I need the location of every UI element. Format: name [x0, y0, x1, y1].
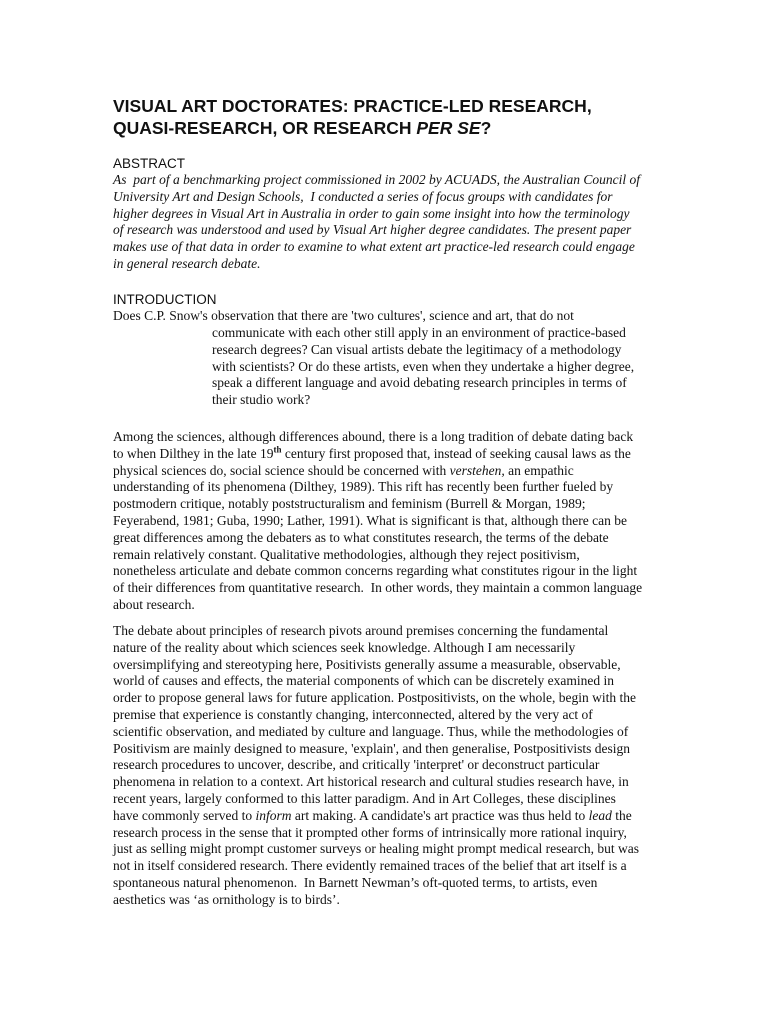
document-title: [113, 95, 673, 139]
abstract-text: As part of a benchmarking project commissioned in 2002 by ACUADS, the Australian Council of University Art and Design Schools, I conducted a series of focus groups with candidates for higher degrees in Visual Art in Australia in order to gain some insight into how the terminology of research was understood and used by Visual Art higher degree candidates. The present paper makes use of that data in order to examine to what extent art practice-led research could engage in general research debate.: [113, 172, 640, 271]
paragraph-2-line-3-suffix: an empathic: [504, 462, 574, 478]
paragraph-2-line-2-prefix: to when Dilthey in the late 19: [113, 445, 274, 461]
paragraph-dilthey: [113, 429, 642, 614]
paragraph-2-line-1: Among the sciences, although differences abound, there is a long tradition of debate dating back: [113, 429, 634, 444]
superscript-th: th: [273, 444, 282, 455]
title-line-2-suffix: ?: [480, 118, 492, 138]
title-italic-per-se: PER SE: [416, 118, 481, 138]
title-line-1: VISUAL ART DOCTORATES: PRACTICE-LED RESEARCH,: [113, 96, 592, 116]
paragraph-3-part-1: The debate about principles of research pivots around premises concerning the fundamental nature of the reality about which sciences seek knowledge. Although I am necessarily oversimplifying and stereotyping here, Positivists generally assume a measurable, observable, world of causes and effects, the material components of which can be discretely examined in order to propose general laws for future application. Postpositivists, on the whole, begin with the premise that experience is constantly changing, interconnected, altered by the very act of scientific observation, and mediated by culture and language. Thus, while the methodologies of Positivism are mainly designed to measure, 'explain', and then generalise, Postpositivists design research procedures to uncover, describe, and critically 'interpret' or deconstruct particular phenomena in relation to a context. Art historical research and cultural studies research have, in recent years, largely conformed to this latter paradigm. And in Art Colleges, these disciplines have commonly served to: [113, 623, 637, 823]
title-line-2-prefix: QUASI-RESEARCH, OR RESEARCH: [113, 118, 417, 138]
introduction-heading: INTRODUCTION: [113, 292, 217, 307]
paragraph-2-line-3-prefix: physical sciences do, social science should be concerned with: [113, 462, 450, 478]
italic-verstehen: verstehen,: [449, 462, 505, 478]
paragraph-2-rest: understanding of its phenomena (Dilthey, 1989). This rift has recently been further fueled by postmodern critique, notably poststructuralism and feminism (Burrell & Morgan, 1989; Feyerabend, 1981; Guba, 1990; Lather, 1991). What is significant is that, although there can be great differences among the debaters as to what constitutes research, the terms of the debate remain relatively constant. Qualitative methodologies, although they reject positivism, nonetheless articulate and debate common concerns regarding what constitutes rigour in the light of their differences from quantitative research. In other words, they maintain a common language about research.: [113, 479, 643, 612]
introduction-indented-text: communicate with each other still apply in an environment of practice-based research degrees? Can visual artists debate the legitimacy of a methodology with scientists? Or do these artists, even when they undertake a higher degree, speak a different language and avoid debating research principles in terms of their studio work?: [212, 325, 635, 408]
paragraph-research-principles: [113, 623, 639, 909]
introduction-first-line: Does C.P. Snow's observation that there are 'two cultures', science and art, that do not: [113, 308, 574, 323]
italic-lead: lead: [588, 807, 612, 823]
paragraph-2-line-2-suffix: century first proposed that, instead of seeking causal laws as the: [281, 445, 631, 461]
italic-inform: inform: [255, 807, 292, 823]
abstract-heading: ABSTRACT: [113, 156, 186, 171]
paragraph-3-part-2: art making. A candidate's art practice was thus held to: [291, 807, 589, 823]
paragraph-3-part-3: the research process in the sense that it prompted other forms of intrinsically more rational inquiry, just as selling might prompt customer surveys or healing might prompt medical research, but was not in itself considered research. There evidently remained traces of the belief that art itself is a spontaneous natural phenomenon. In Barnett Newman’s oft-quoted terms, to artists, even aesthetics was ‘as ornithology is to birds’.: [113, 807, 640, 907]
